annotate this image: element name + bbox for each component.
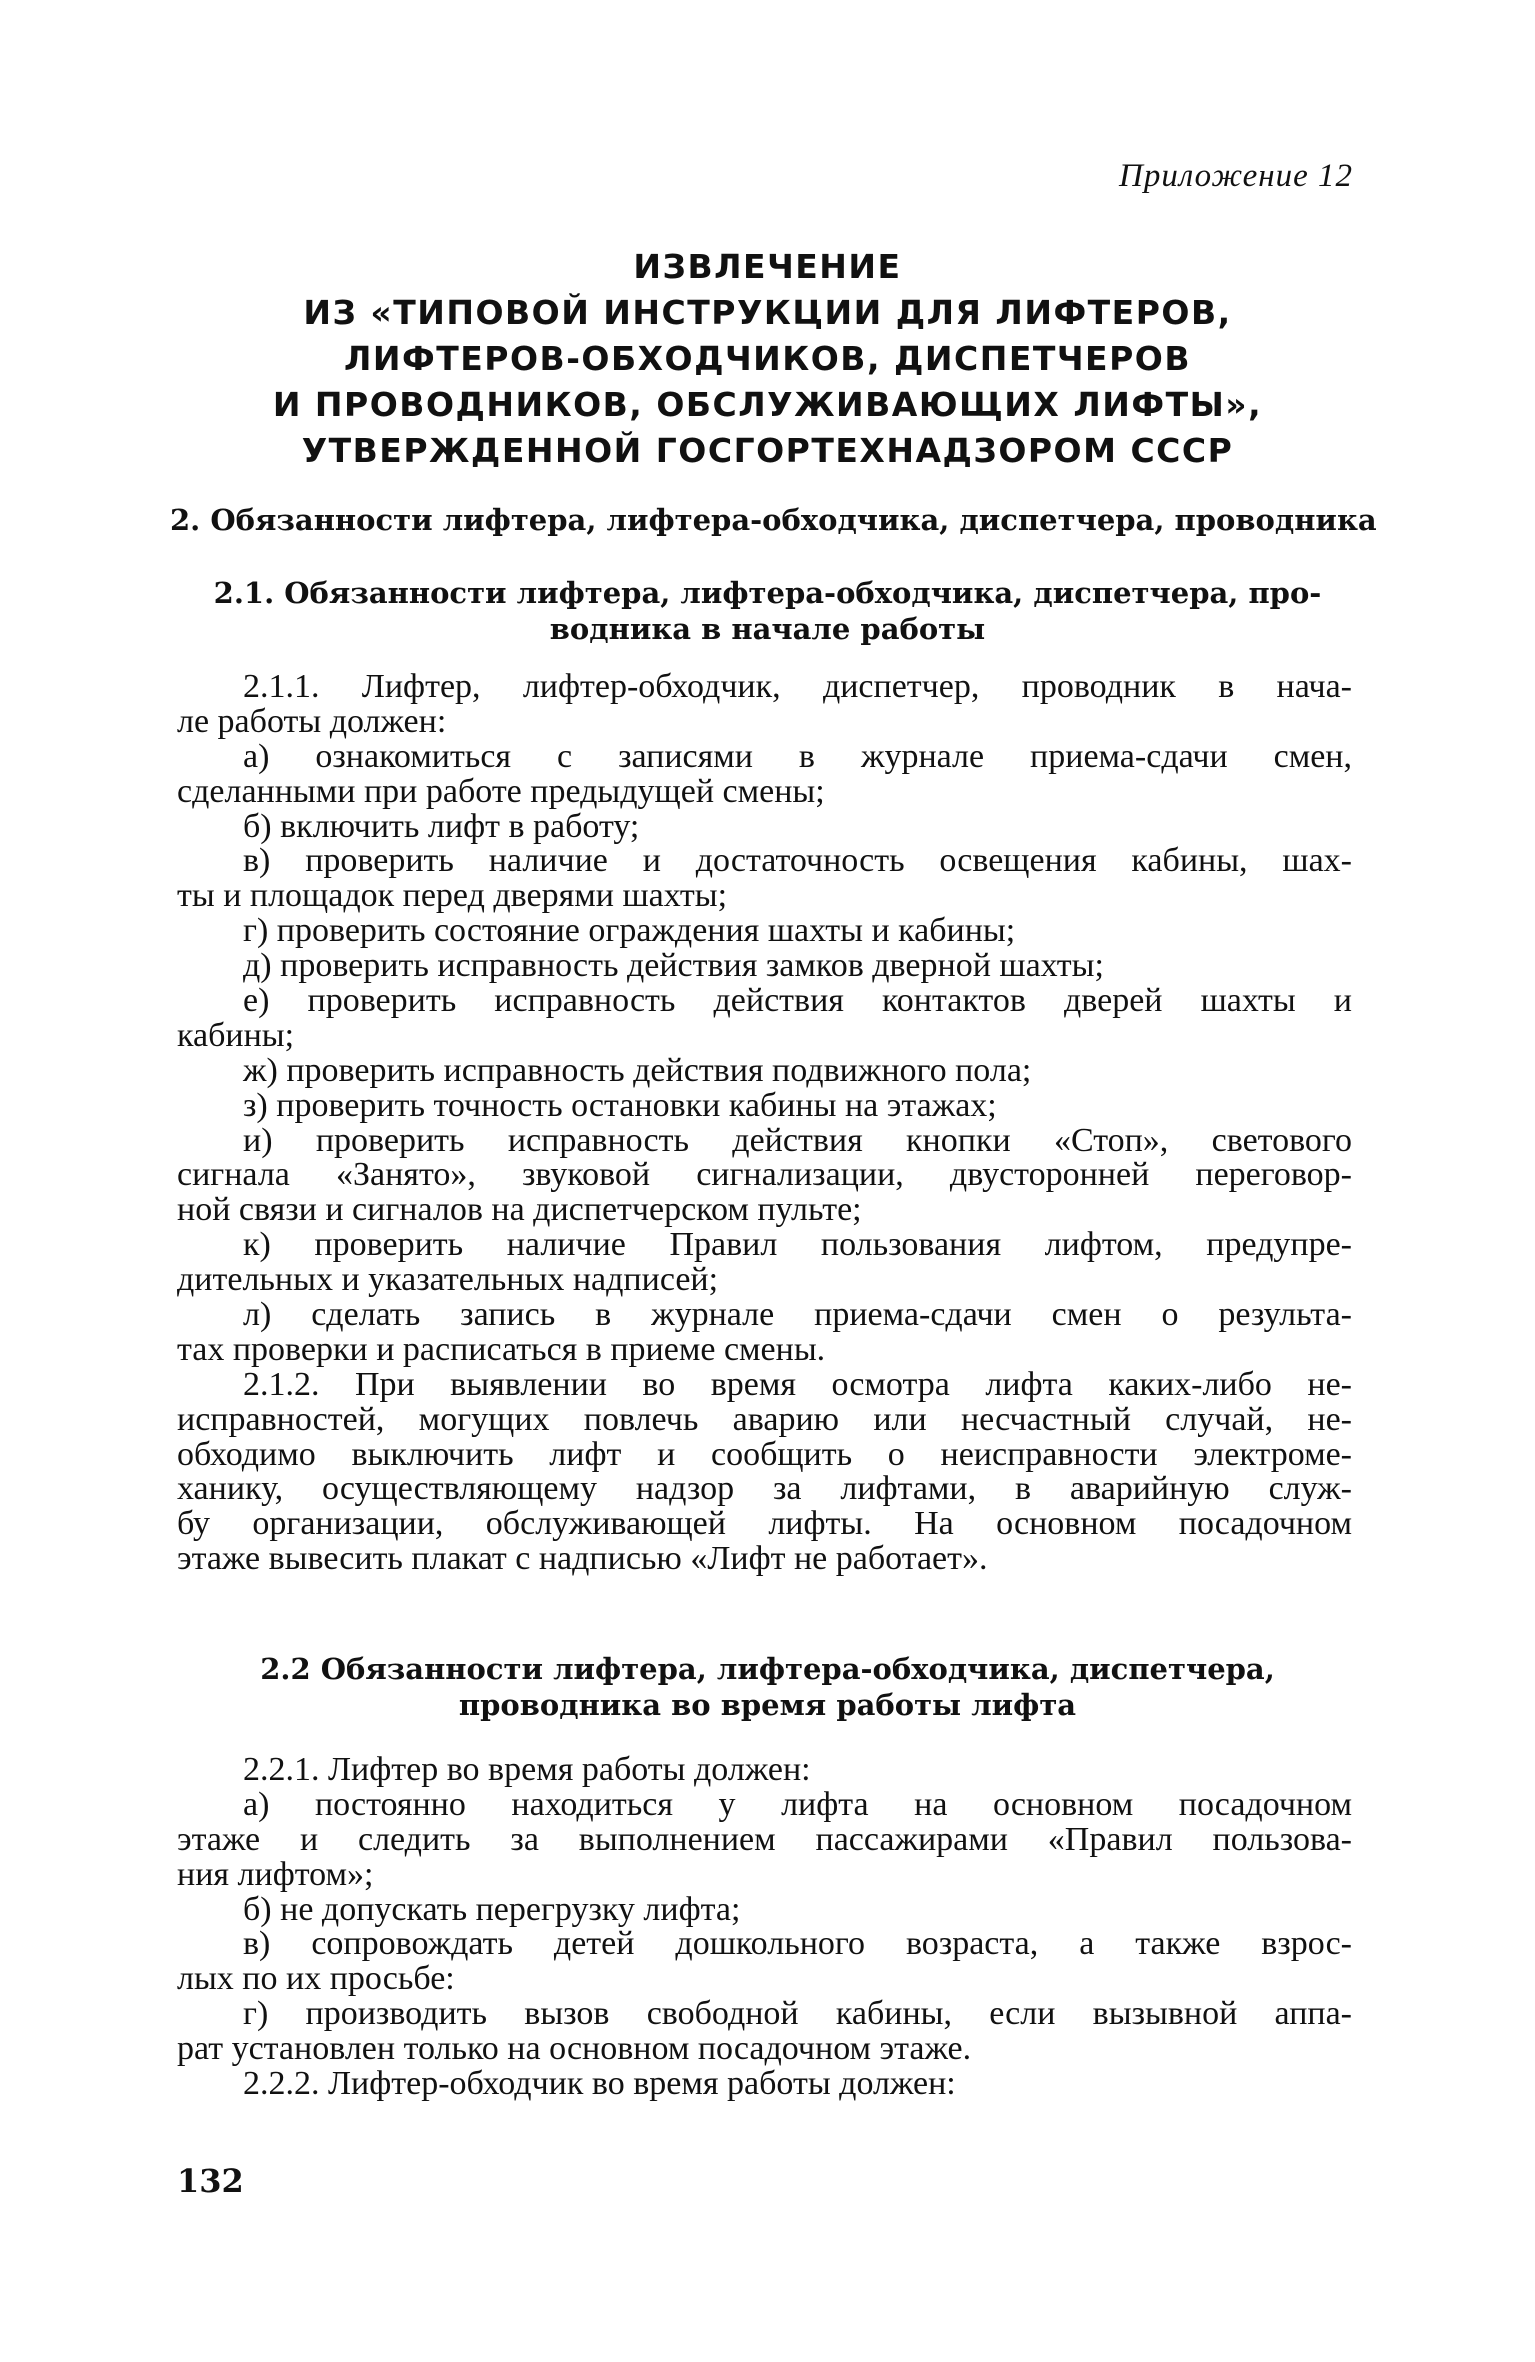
text-line: а) ознакомиться с записями в журнале приема-сдачи смен, [243, 737, 1352, 775]
text-line: ной связи и сигналов на диспетчерском пульте; [177, 1191, 862, 1229]
text-line: ты и площадок перед дверями шахты; [177, 877, 728, 915]
text-line: ле работы должен: [177, 702, 447, 740]
text-line: л) сделать запись в журнале приема-сдачи смен о результа- [243, 1296, 1352, 1334]
text-line: б) включить лифт в работу; [243, 807, 640, 845]
title-line: ЛИФТЕРОВ-ОБХОДЧИКОВ, ДИСПЕТЧЕРОВ [344, 339, 1191, 378]
text-line: 2.2.2. Лифтер-обходчик во время работы должен: [243, 2065, 956, 2103]
section-2-1-heading [170, 575, 1365, 647]
text-line: ж) проверить исправность действия подвижного пола; [243, 1051, 1032, 1089]
text-line: в) проверить наличие и достаточность освещения кабины, шах- [243, 842, 1352, 880]
section-2-2-heading [170, 1651, 1365, 1723]
text-line: г) проверить состояние ограждения шахты и кабины; [243, 912, 1016, 950]
text-line: тах проверки и расписаться в приеме смены. [177, 1330, 826, 1368]
title-line: УТВЕРЖДЕННОЙ ГОСГОРТЕХНАДЗОРОМ СССР [301, 431, 1234, 470]
document-title [170, 244, 1365, 474]
text-line: ханику, осуществляющему надзор за лифтами, в аварийную служ- [177, 1470, 1352, 1508]
section-2-2-body [177, 1753, 1352, 2102]
text-line: этаже вывесить плакат с надписью «Лифт не работает». [177, 1540, 988, 1578]
heading-line: проводника во время работы лифта [458, 1688, 1077, 1722]
text-line: бу организации, обслуживающей лифты. На основном посадочном [177, 1505, 1352, 1543]
text-line: исправностей, могущих повлечь аварию или несчастный случай, не- [177, 1400, 1352, 1438]
appendix-label: Приложение 12 [1119, 158, 1353, 194]
text-line: сигнала «Занято», звуковой сигнализации, двусторонней переговор- [177, 1156, 1352, 1194]
heading-line: 2.1. Обязанности лифтера, лифтера-обходчика, диспетчера, про- [213, 576, 1322, 610]
title-line: ИЗ «ТИПОВОЙ ИНСТРУКЦИИ ДЛЯ ЛИФТЕРОВ, [303, 293, 1232, 332]
text-line: сделанными при работе предыдущей смены; [177, 772, 825, 810]
text-line: рат установлен только на основном посадочном этаже. [177, 2030, 972, 2068]
title-line: И ПРОВОДНИКОВ, ОБСЛУЖИВАЮЩИХ ЛИФТЫ», [272, 385, 1263, 424]
text-line: 2.1.1. Лифтер, лифтер-обходчик, диспетчер, проводник в нача- [243, 668, 1352, 705]
text-line: е) проверить исправность действия контактов дверей шахты и [243, 982, 1352, 1020]
title-line: ИЗВЛЕЧЕНИЕ [633, 247, 902, 286]
text-line: 2.2.1. Лифтер во время работы должен: [243, 1751, 811, 1788]
text-line: дительных и указательных надписей; [177, 1261, 719, 1299]
text-line: г) производить вызов свободной кабины, если вызывной аппа- [243, 1995, 1352, 2033]
text-line: з) проверить точность остановки кабины на этажах; [243, 1086, 997, 1124]
text-line: лых по их просьбе: [177, 1960, 455, 1998]
text-line: и) проверить исправность действия кнопки «Стоп», светового [243, 1121, 1352, 1159]
text-line: а) постоянно находиться у лифта на основном посадочном [243, 1785, 1352, 1823]
text-line: ния лифтом»; [177, 1855, 374, 1893]
section-2-1-body [177, 670, 1352, 1577]
heading-line: 2.2 Обязанности лифтера, лифтера-обходчика, диспетчера, [260, 1652, 1275, 1686]
text-line: 2.1.2. При выявлении во время осмотра лифта каких-либо не- [243, 1365, 1352, 1403]
heading-line: водника в начале работы [549, 612, 986, 646]
text-line: этаже и следить за выполнением пассажирами «Правил пользова- [177, 1820, 1352, 1858]
text-line: б) не допускать перегрузку лифта; [243, 1890, 741, 1928]
page-number: 132 [177, 2162, 244, 2200]
text-line: в) сопровождать детей дошкольного возраста, а также взрос- [243, 1925, 1352, 1963]
heading-line: 2. Обязанности лифтера, лифтера-обходчика, диспетчера, проводника [170, 503, 1377, 537]
text-line: д) проверить исправность действия замков дверной шахты; [243, 947, 1104, 985]
text-line: кабины; [177, 1016, 295, 1054]
text-line: обходимо выключить лифт и сообщить о неисправности электроме- [177, 1435, 1352, 1473]
text-line: к) проверить наличие Правил пользования лифтом, предупре- [243, 1226, 1352, 1264]
section-2-heading [170, 502, 1377, 538]
